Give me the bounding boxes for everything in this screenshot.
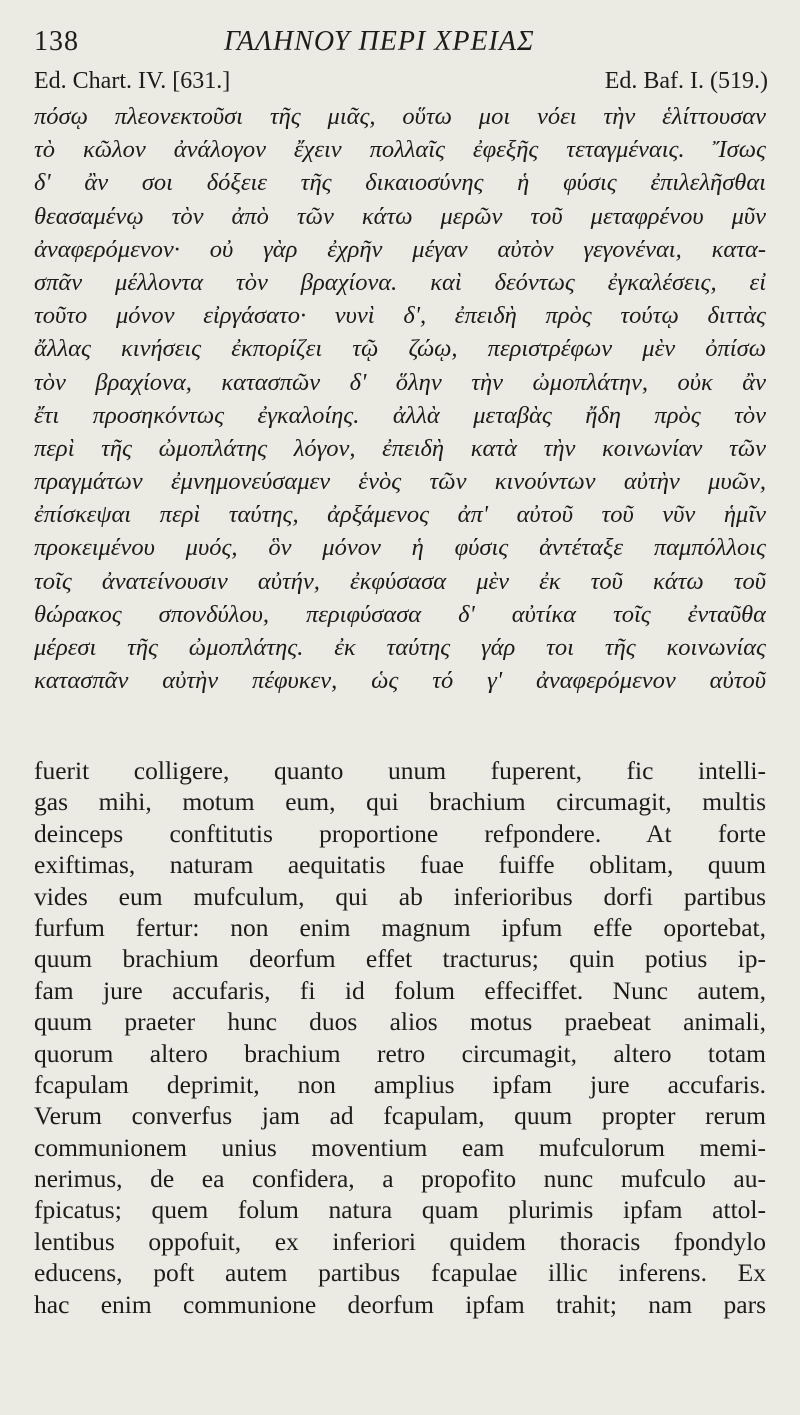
page-number: 138	[34, 26, 79, 57]
edition-chartier: Ed. Chart. IV. [631.]	[34, 68, 231, 94]
latin-line: fpicatus; quem folum natura quam plurimis ipfam attol-	[34, 1195, 766, 1225]
latin-line: quorum altero brachium retro circumagit, altero totam	[34, 1038, 766, 1068]
greek-line: δ' ἂν σοι δόξειε τῆς δικαιοσύνης ἡ φύσις ἐπιλελῆσθαι	[34, 169, 766, 197]
latin-line: fuerit colligere, quanto unum fuperent, fic intelli-	[34, 756, 766, 785]
latin-line: communionem unius moventium eam mufculorum memi-	[34, 1132, 766, 1162]
greek-line: τοῖς ἀνατείνουσιν αὐτήν, ἐκφύσασα μὲν ἐκ τοῦ κάτω τοῦ	[34, 567, 766, 595]
running-title: ΓΑΛΗΝΟΥ ΠΕΡΙ ΧΡΕΙΑΣ	[224, 26, 535, 57]
latin-line: Verum converfus jam ad fcapulam, quum propter rerum	[34, 1101, 766, 1131]
latin-line: vides eum mufculum, qui ab inferioribus dorfi partibus	[34, 881, 766, 911]
greek-line: προκειμένου μυός, ὃν μόνον ἡ φύσις ἀντέταξε παμπόλλοις	[34, 534, 766, 562]
latin-text-block	[34, 755, 766, 1320]
greek-line: μέρεσι τῆς ὠμοπλάτης. ἐκ ταύτης γάρ τοι τῆς κοινωνίας	[34, 634, 766, 661]
latin-line: quum brachium deorfum effet tracturus; quin potius ip-	[34, 944, 766, 974]
latin-line: quum praeter hunc duos alios motus praebeat animali,	[34, 1007, 766, 1037]
latin-line: nerimus, de ea confidera, a propofito nunc mufculo au-	[34, 1164, 766, 1194]
greek-line: τὸν βραχίονα, κατασπῶν δ' ὅλην τὴν ὠμοπλάτην, οὐκ ἂν	[34, 368, 766, 396]
latin-line: exiftimas, naturam aequitatis fuae fuiffe oblitam, quum	[34, 850, 766, 880]
edition-basel: Ed. Baf. I. (519.)	[604, 68, 768, 94]
page-header	[34, 26, 768, 66]
greek-line: κατασπᾶν αὐτὴν πέφυκεν, ὡς τό γ' ἀναφερόμενον αὐτοῦ	[34, 667, 766, 695]
greek-line: τοῦτο μόνον εἰργάσατο· νυνὶ δ', ἐπειδὴ πρὸς τούτῳ διττὰς	[34, 302, 766, 330]
greek-line: ἐπίσκεψαι περὶ ταύτης, ἀρξάμενος ἀπ' αὐτοῦ τοῦ νῦν ἡμῖν	[34, 501, 766, 529]
latin-line: hac enim communione deorfum ipfam trahit; nam pars	[34, 1289, 766, 1319]
latin-line: educens, poft autem partibus fcapulae illic inferens. Ex	[34, 1258, 766, 1288]
latin-line: lentibus oppofuit, ex inferiori quidem thoracis fpondylo	[34, 1226, 766, 1256]
greek-line: πόσῳ πλεονεκτοῦσι τῆς μιᾶς, οὕτω μοι νόει τὴν ἑλίττουσαν	[34, 103, 766, 130]
greek-line: ἄλλας κινήσεις ἐκπορίζει τῷ ζώῳ, περιστρέφων μὲν ὀπίσω	[34, 335, 766, 363]
greek-line: περὶ τῆς ὠμοπλάτης λόγον, ἐπειδὴ κατὰ τὴν κοινωνίαν τῶν	[34, 434, 766, 462]
latin-line: deinceps conftitutis proportione refpondere. At forte	[34, 818, 766, 848]
greek-line: πραγμάτων ἐμνημονεύσαμεν ἑνὸς τῶν κινούντων αὐτὴν μυῶν,	[34, 468, 766, 496]
greek-line: τὸ κῶλον ἀνάλογον ἔχειν πολλαῖς ἐφεξῆς τεταγμέναις. Ἴσως	[34, 136, 766, 164]
latin-line: gas mihi, motum eum, qui brachium circumagit, multis	[34, 787, 766, 817]
greek-line: ἔτι προσηκόντως ἐγκαλοίης. ἀλλὰ μεταβὰς ἤδη πρὸς τὸν	[34, 401, 766, 429]
greek-line: ἀναφερόμενον· οὐ γὰρ ἐχρῆν μέγαν αὐτὸν γεγονέναι, κατα-	[34, 235, 766, 263]
greek-text-block	[34, 100, 766, 697]
greek-line: θώρακος σπονδύλου, περιφύσασα δ' αὐτίκα τοῖς ἐνταῦθα	[34, 600, 766, 628]
edition-references	[34, 68, 768, 98]
greek-line: θεασαμένῳ τὸν ἀπὸ τῶν κάτω μερῶν τοῦ μεταφρένου μῦν	[34, 202, 766, 230]
latin-line: fcapulam deprimit, non amplius ipfam jure accufaris.	[34, 1069, 766, 1099]
latin-line: fam jure accufaris, fi id folum effeciffet. Nunc autem,	[34, 975, 766, 1005]
greek-line: σπᾶν μέλλοντα τὸν βραχίονα. καὶ δεόντως ἐγκαλέσεις, εἰ	[34, 268, 766, 296]
latin-line: furfum fertur: non enim magnum ipfum effe oportebat,	[34, 912, 766, 942]
